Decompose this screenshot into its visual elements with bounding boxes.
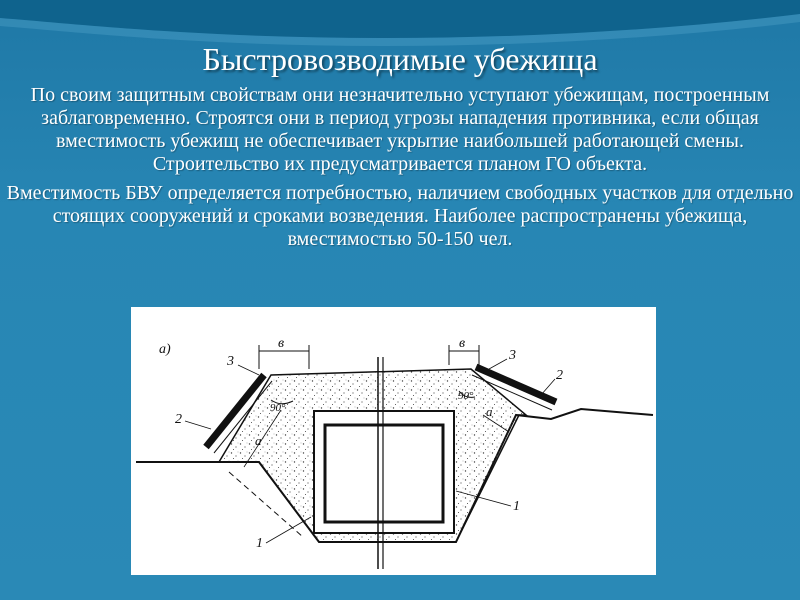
figure-label: а) xyxy=(159,342,171,357)
slide-title: Быстровозводимые убежища xyxy=(202,41,598,77)
dimension-label-left: в xyxy=(278,336,285,351)
shelter-inner-wall xyxy=(325,425,443,522)
leader-bottom-left xyxy=(266,517,311,543)
label-a-left: а xyxy=(255,433,262,448)
callout-right-mid: 2 xyxy=(556,368,563,383)
paragraph-protective-properties: По своим защитным свойствам они незначительно уступают убежищам, построенным заблаговременно. Строятся они в период угрозы нападения противника, если общая вместимость убежищ не обеспечивает укрытие наибольшей работающей смены. Строительство их предусматривается планом ГО объекта. xyxy=(30,84,770,175)
leader-right-top xyxy=(489,359,507,369)
diagram-canvas xyxy=(131,307,656,575)
callout-bottom-right: 1 xyxy=(513,499,520,514)
shelter-cross-section-diagram xyxy=(131,307,656,575)
angle-label-left: 90° xyxy=(270,402,286,414)
label-a-right: а xyxy=(486,404,493,419)
callout-bottom-left: 1 xyxy=(256,536,263,551)
callout-right-top: 3 xyxy=(509,348,516,363)
slide-body xyxy=(4,84,796,257)
angle-label-right: 90° xyxy=(458,390,474,402)
paragraph-capacity: Вместимость БВУ определяется потребностью, наличием свободных участков для отдельно стоящих сооружений и сроками возведения. Наиболее распространены убежища, вместимостью 50-150 чел. xyxy=(6,182,794,250)
leader-right-mid xyxy=(541,379,555,395)
callout-left-mid: 2 xyxy=(175,412,182,427)
callout-left-top: 3 xyxy=(227,354,234,369)
dimension-label-right: в xyxy=(459,336,466,351)
leader-left-mid xyxy=(185,421,211,429)
leader-left-top xyxy=(238,365,259,375)
